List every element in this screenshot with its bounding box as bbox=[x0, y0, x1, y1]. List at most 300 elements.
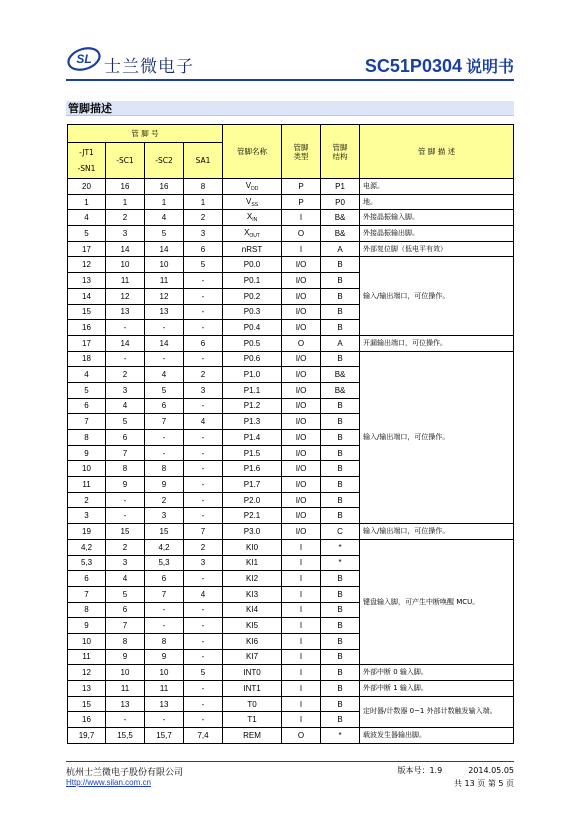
cell-pin-struct: B bbox=[321, 445, 360, 461]
cell-sa1: 6 bbox=[184, 241, 223, 257]
table-row bbox=[68, 257, 514, 273]
cell-pin-struct: B bbox=[321, 712, 360, 728]
cell-pin-struct: B bbox=[321, 633, 360, 649]
cell-sa1: - bbox=[184, 492, 223, 508]
pin-name-subscript: OUT bbox=[249, 232, 260, 239]
cell-pin-struct: B& bbox=[321, 210, 360, 226]
cell-sc1: 14 bbox=[106, 335, 145, 351]
pin-name-text: KI6 bbox=[246, 636, 259, 646]
cell-jt1: 16 bbox=[68, 712, 106, 728]
cell-sc2: 8 bbox=[145, 461, 184, 477]
cell-pin-name bbox=[223, 681, 282, 697]
cell-pin-struct: B bbox=[321, 618, 360, 634]
cell-sc2: 2 bbox=[145, 492, 184, 508]
cell-jt1: 6 bbox=[68, 398, 106, 414]
cell-pin-type: I/O bbox=[282, 414, 321, 430]
cell-pin-name bbox=[223, 241, 282, 257]
pin-name-text: P1.0 bbox=[243, 370, 261, 380]
cell-sc1: 6 bbox=[106, 430, 145, 446]
cell-sc2: 4 bbox=[145, 367, 184, 383]
cell-jt1: 8 bbox=[68, 430, 106, 446]
cell-pin-struct: B bbox=[321, 351, 360, 367]
cell-sc2: - bbox=[145, 430, 184, 446]
table-row bbox=[68, 194, 514, 210]
cell-sc2: 11 bbox=[145, 681, 184, 697]
header-pin-type: 管脚 类型 bbox=[282, 125, 321, 179]
cell-pin-name bbox=[223, 351, 282, 367]
cell-pin-name bbox=[223, 728, 282, 744]
pin-name-subscript: SS bbox=[251, 201, 259, 208]
cell-pin-type: I bbox=[282, 241, 321, 257]
cell-pin-struct: B bbox=[321, 508, 360, 524]
cell-jt1: 13 bbox=[68, 273, 106, 289]
cell-pin-struct: B bbox=[321, 586, 360, 602]
footer-version bbox=[397, 765, 514, 776]
pin-name-text: KI3 bbox=[246, 589, 259, 599]
cell-pin-type: I bbox=[282, 633, 321, 649]
cell-sa1: - bbox=[184, 430, 223, 446]
cell-jt1: 10 bbox=[68, 461, 106, 477]
pin-name-subscript: IN bbox=[252, 217, 258, 224]
cell-pin-name bbox=[223, 571, 282, 587]
cell-jt1: 4,2 bbox=[68, 539, 106, 555]
cell-pin-struct: P1 bbox=[321, 179, 360, 195]
cell-pin-struct: B bbox=[321, 492, 360, 508]
cell-sa1: - bbox=[184, 681, 223, 697]
cell-sc2: 7 bbox=[145, 414, 184, 430]
cell-pin-struct: * bbox=[321, 539, 360, 555]
cell-pin-name bbox=[223, 320, 282, 336]
version-number: 1.9 bbox=[429, 766, 443, 775]
cell-description: 外接晶振输入脚。 bbox=[360, 210, 514, 226]
cell-pin-name bbox=[223, 492, 282, 508]
cell-pin-type: I/O bbox=[282, 320, 321, 336]
header-sc1: -SC1 bbox=[106, 143, 145, 179]
cell-jt1: 11 bbox=[68, 649, 106, 665]
cell-sa1: 2 bbox=[184, 367, 223, 383]
cell-description: 输入/输出端口，可位操作。 bbox=[360, 351, 514, 524]
pin-name-text: P0.0 bbox=[243, 260, 261, 270]
cell-sc1: 5 bbox=[106, 586, 145, 602]
header-pin-number-group: 管 脚 号 bbox=[68, 125, 223, 143]
cell-jt1: 7 bbox=[68, 414, 106, 430]
cell-sc2: - bbox=[145, 320, 184, 336]
pin-name-text: KI2 bbox=[246, 574, 259, 584]
cell-pin-type: I bbox=[282, 602, 321, 618]
cell-sa1: - bbox=[184, 398, 223, 414]
version-label: 版本号： bbox=[397, 766, 430, 775]
table-row bbox=[68, 226, 514, 242]
cell-pin-type: I/O bbox=[282, 382, 321, 398]
cell-sc1: 2 bbox=[106, 367, 145, 383]
pin-name-text: V bbox=[245, 180, 252, 190]
cell-sc2: 12 bbox=[145, 288, 184, 304]
table-row bbox=[68, 728, 514, 744]
page-header bbox=[66, 46, 514, 82]
cell-sc2: - bbox=[145, 351, 184, 367]
pin-name-text: P0.1 bbox=[243, 275, 261, 285]
header-jt1-sn1: -JT1 -SN1 bbox=[68, 143, 106, 179]
cell-sc1: 11 bbox=[106, 273, 145, 289]
pin-name-text: V bbox=[246, 196, 252, 206]
cell-description: 电源。 bbox=[360, 179, 514, 195]
cell-pin-type: I bbox=[282, 696, 321, 712]
cell-sc1: 7 bbox=[106, 618, 145, 634]
cell-pin-type: I/O bbox=[282, 461, 321, 477]
pin-name-subscript: DD bbox=[251, 185, 259, 192]
cell-sa1: 3 bbox=[184, 226, 223, 242]
cell-pin-type: I/O bbox=[282, 492, 321, 508]
pin-name-text: P1.7 bbox=[243, 479, 261, 489]
cell-sa1: - bbox=[184, 461, 223, 477]
cell-sa1: 2 bbox=[184, 210, 223, 226]
cell-sc1: 14 bbox=[106, 241, 145, 257]
cell-sa1: 5 bbox=[184, 257, 223, 273]
cell-pin-struct: B& bbox=[321, 226, 360, 242]
cell-pin-type: I/O bbox=[282, 273, 321, 289]
cell-sc1: 7 bbox=[106, 445, 145, 461]
cell-jt1: 5,3 bbox=[68, 555, 106, 571]
cell-pin-name bbox=[223, 335, 282, 351]
cell-sc1: 11 bbox=[106, 681, 145, 697]
footer-url-link[interactable]: Http://www.silan.com.cn bbox=[66, 778, 151, 787]
cell-pin-type: I/O bbox=[282, 508, 321, 524]
cell-pin-type: O bbox=[282, 226, 321, 242]
cell-sc1: 2 bbox=[106, 210, 145, 226]
pin-name-text: P1.6 bbox=[243, 464, 261, 474]
cell-pin-type: I bbox=[282, 555, 321, 571]
footer-divider bbox=[66, 761, 514, 762]
cell-pin-type: I/O bbox=[282, 257, 321, 273]
cell-sa1: - bbox=[184, 477, 223, 493]
pin-name-text: INT1 bbox=[243, 683, 261, 693]
table-row bbox=[68, 696, 514, 712]
cell-pin-struct: B bbox=[321, 304, 360, 320]
cell-sa1: - bbox=[184, 712, 223, 728]
cell-jt1: 3 bbox=[68, 508, 106, 524]
cell-jt1: 9 bbox=[68, 445, 106, 461]
cell-sc2: 6 bbox=[145, 398, 184, 414]
cell-description: 开漏输出端口，可位操作。 bbox=[360, 335, 514, 351]
cell-sc1: 16 bbox=[106, 179, 145, 195]
cell-jt1: 1 bbox=[68, 194, 106, 210]
cell-pin-struct: A bbox=[321, 241, 360, 257]
cell-jt1: 4 bbox=[68, 210, 106, 226]
cell-pin-name bbox=[223, 288, 282, 304]
cell-pin-name bbox=[223, 696, 282, 712]
document-title bbox=[365, 54, 514, 77]
cell-sc2: 14 bbox=[145, 335, 184, 351]
pin-name-text: X bbox=[246, 212, 253, 222]
cell-pin-struct: A bbox=[321, 335, 360, 351]
cell-sa1: - bbox=[184, 351, 223, 367]
cell-sa1: 7,4 bbox=[184, 728, 223, 744]
cell-sc1: 15,5 bbox=[106, 728, 145, 744]
pin-name-text: P0.6 bbox=[243, 354, 261, 364]
cell-jt1: 12 bbox=[68, 665, 106, 681]
cell-jt1: 5 bbox=[68, 226, 106, 242]
cell-description: 外部中断 0 输入脚。 bbox=[360, 665, 514, 681]
cell-sa1: - bbox=[184, 304, 223, 320]
cell-sc1: - bbox=[106, 508, 145, 524]
cell-pin-name bbox=[223, 508, 282, 524]
cell-sc2: 3 bbox=[145, 508, 184, 524]
cell-pin-name bbox=[223, 461, 282, 477]
cell-sc2: 5,3 bbox=[145, 555, 184, 571]
cell-sa1: - bbox=[184, 508, 223, 524]
pin-description-table bbox=[67, 124, 514, 744]
header-pin-structure: 管脚 结构 bbox=[321, 125, 360, 179]
cell-pin-type: I bbox=[282, 539, 321, 555]
header-sa1: SA1 bbox=[184, 143, 223, 179]
cell-pin-name bbox=[223, 367, 282, 383]
cell-sc1: 8 bbox=[106, 461, 145, 477]
cell-pin-type: I/O bbox=[282, 398, 321, 414]
pin-name-text: P0.4 bbox=[243, 323, 261, 333]
company-name: 士兰微电子 bbox=[104, 57, 194, 77]
cell-pin-name bbox=[223, 273, 282, 289]
cell-pin-struct: C bbox=[321, 524, 360, 540]
pin-name-text: P3.0 bbox=[243, 526, 261, 536]
footer-company: 杭州士兰微电子股份有限公司 bbox=[66, 768, 184, 778]
cell-jt1: 18 bbox=[68, 351, 106, 367]
cell-jt1: 11 bbox=[68, 477, 106, 493]
section-header bbox=[66, 101, 514, 116]
cell-pin-name bbox=[223, 586, 282, 602]
cell-pin-struct: B bbox=[321, 320, 360, 336]
cell-sc1: 3 bbox=[106, 226, 145, 242]
cell-sc1: 5 bbox=[106, 414, 145, 430]
cell-pin-type: I bbox=[282, 649, 321, 665]
cell-jt1: 6 bbox=[68, 571, 106, 587]
pin-name-text: KI0 bbox=[246, 542, 259, 552]
cell-jt1: 13 bbox=[68, 681, 106, 697]
cell-pin-name bbox=[223, 618, 282, 634]
pin-name-text: P0.5 bbox=[243, 338, 261, 348]
pin-name-text: P0.2 bbox=[243, 291, 261, 301]
cell-sc2: 6 bbox=[145, 571, 184, 587]
header-sc2: -SC2 bbox=[145, 143, 184, 179]
header-pin-name: 管脚名称 bbox=[223, 125, 282, 179]
cell-sa1: - bbox=[184, 633, 223, 649]
header-divider bbox=[66, 79, 514, 81]
cell-pin-name bbox=[223, 304, 282, 320]
cell-pin-type: P bbox=[282, 179, 321, 195]
cell-sc1: 4 bbox=[106, 398, 145, 414]
cell-sc1: 10 bbox=[106, 257, 145, 273]
pin-name-text: P2.1 bbox=[243, 511, 261, 521]
cell-description: 定时器/计数器 0~1 外部计数触发输入端。 bbox=[360, 696, 514, 727]
cell-pin-name bbox=[223, 712, 282, 728]
cell-sa1: 5 bbox=[184, 665, 223, 681]
cell-sa1: 8 bbox=[184, 179, 223, 195]
cell-pin-struct: B bbox=[321, 602, 360, 618]
cell-jt1: 19 bbox=[68, 524, 106, 540]
cell-sa1: - bbox=[184, 696, 223, 712]
cell-description: 外接晶振输出脚。 bbox=[360, 226, 514, 242]
cell-sc2: 13 bbox=[145, 304, 184, 320]
cell-sc1: 13 bbox=[106, 696, 145, 712]
pin-name-text: INT0 bbox=[243, 668, 261, 678]
cell-jt1: 15 bbox=[68, 304, 106, 320]
cell-pin-type: I bbox=[282, 586, 321, 602]
cell-sc2: 10 bbox=[145, 257, 184, 273]
cell-pin-type: I bbox=[282, 665, 321, 681]
cell-pin-type: I/O bbox=[282, 288, 321, 304]
cell-pin-struct: B bbox=[321, 398, 360, 414]
cell-description: 地。 bbox=[360, 194, 514, 210]
cell-pin-struct: B bbox=[321, 430, 360, 446]
cell-sc2: 16 bbox=[145, 179, 184, 195]
cell-description: 外部复位脚（低电平有效） bbox=[360, 241, 514, 257]
table-row bbox=[68, 351, 514, 367]
cell-jt1: 5 bbox=[68, 382, 106, 398]
pin-name-text: X bbox=[244, 227, 250, 237]
pin-name-text: T1 bbox=[247, 715, 257, 725]
cell-sc2: 14 bbox=[145, 241, 184, 257]
cell-sc2: - bbox=[145, 618, 184, 634]
cell-pin-type: O bbox=[282, 335, 321, 351]
svg-text:SL: SL bbox=[76, 52, 92, 66]
table-row bbox=[68, 665, 514, 681]
table-row bbox=[68, 681, 514, 697]
pin-name-text: P2.0 bbox=[243, 495, 261, 505]
cell-sa1: - bbox=[184, 602, 223, 618]
cell-sc2: 8 bbox=[145, 633, 184, 649]
cell-sc1: 15 bbox=[106, 524, 145, 540]
cell-sc2: 11 bbox=[145, 273, 184, 289]
cell-pin-struct: B bbox=[321, 257, 360, 273]
cell-sc1: 1 bbox=[106, 194, 145, 210]
cell-pin-struct: B bbox=[321, 665, 360, 681]
cell-pin-struct: P0 bbox=[321, 194, 360, 210]
cell-pin-struct: B bbox=[321, 681, 360, 697]
cell-sc1: 3 bbox=[106, 382, 145, 398]
cell-sa1: - bbox=[184, 320, 223, 336]
cell-jt1: 16 bbox=[68, 320, 106, 336]
cell-sc2: 15 bbox=[145, 524, 184, 540]
cell-sc2: 4 bbox=[145, 210, 184, 226]
cell-pin-name bbox=[223, 555, 282, 571]
cell-sa1: 4 bbox=[184, 414, 223, 430]
cell-jt1: 8 bbox=[68, 602, 106, 618]
header-description: 管 脚 描 述 bbox=[360, 125, 514, 179]
cell-sa1: 1 bbox=[184, 194, 223, 210]
silan-logo-icon bbox=[66, 46, 102, 72]
cell-pin-name bbox=[223, 602, 282, 618]
table-row bbox=[68, 335, 514, 351]
cell-pin-struct: B bbox=[321, 477, 360, 493]
cell-pin-struct: B& bbox=[321, 382, 360, 398]
cell-sa1: - bbox=[184, 288, 223, 304]
footer-page-info: 共 13 页 第 5 页 bbox=[454, 779, 514, 788]
cell-pin-struct: B bbox=[321, 273, 360, 289]
cell-pin-name bbox=[223, 179, 282, 195]
cell-sc1: 13 bbox=[106, 304, 145, 320]
cell-sc1: - bbox=[106, 712, 145, 728]
cell-pin-name bbox=[223, 649, 282, 665]
pin-name-text: P0.3 bbox=[243, 307, 261, 317]
cell-pin-type: P bbox=[282, 194, 321, 210]
cell-pin-type: I/O bbox=[282, 304, 321, 320]
cell-pin-type: I/O bbox=[282, 430, 321, 446]
cell-pin-name bbox=[223, 414, 282, 430]
cell-jt1: 14 bbox=[68, 288, 106, 304]
pin-name-text: REM bbox=[243, 730, 261, 740]
cell-jt1: 10 bbox=[68, 633, 106, 649]
cell-sa1: 3 bbox=[184, 555, 223, 571]
cell-pin-name bbox=[223, 398, 282, 414]
cell-sc1: 6 bbox=[106, 602, 145, 618]
cell-sc2: 7 bbox=[145, 586, 184, 602]
cell-pin-struct: B& bbox=[321, 367, 360, 383]
pin-name-text: P1.2 bbox=[243, 401, 261, 411]
cell-sa1: - bbox=[184, 273, 223, 289]
cell-sc2: 5 bbox=[145, 382, 184, 398]
doc-id: SC51P0304 bbox=[364, 56, 462, 76]
cell-sa1: 6 bbox=[184, 335, 223, 351]
cell-pin-type: O bbox=[282, 728, 321, 744]
cell-sc1: - bbox=[106, 320, 145, 336]
cell-jt1: 19,7 bbox=[68, 728, 106, 744]
cell-pin-type: I bbox=[282, 681, 321, 697]
pin-table-body bbox=[68, 179, 514, 744]
cell-pin-name bbox=[223, 382, 282, 398]
cell-pin-struct: B bbox=[321, 571, 360, 587]
cell-sc2: 9 bbox=[145, 649, 184, 665]
version-date: 2014.05.05 bbox=[468, 766, 514, 775]
cell-sc1: 9 bbox=[106, 477, 145, 493]
cell-jt1: 4 bbox=[68, 367, 106, 383]
cell-pin-type: I/O bbox=[282, 367, 321, 383]
cell-pin-name bbox=[223, 477, 282, 493]
pin-name-text: T0 bbox=[247, 699, 257, 709]
cell-pin-type: I bbox=[282, 712, 321, 728]
cell-sc2: 4,2 bbox=[145, 539, 184, 555]
pin-name-text: nRST bbox=[241, 244, 263, 254]
cell-sc1: 2 bbox=[106, 539, 145, 555]
cell-description: 输入/输出端口，可位操作。 bbox=[360, 524, 514, 540]
cell-pin-name bbox=[223, 210, 282, 226]
cell-sc2: - bbox=[145, 712, 184, 728]
cell-pin-name bbox=[223, 633, 282, 649]
pin-name-text: P1.3 bbox=[243, 417, 261, 427]
pin-name-text: KI4 bbox=[246, 605, 259, 615]
cell-sc2: 1 bbox=[145, 194, 184, 210]
cell-jt1: 12 bbox=[68, 257, 106, 273]
cell-sa1: 7 bbox=[184, 524, 223, 540]
cell-jt1: 15 bbox=[68, 696, 106, 712]
cell-sc1: 4 bbox=[106, 571, 145, 587]
cell-jt1: 17 bbox=[68, 241, 106, 257]
cell-sc2: 5 bbox=[145, 226, 184, 242]
table-row bbox=[68, 179, 514, 195]
cell-pin-struct: * bbox=[321, 728, 360, 744]
cell-pin-type: I/O bbox=[282, 524, 321, 540]
pin-name-text: P1.1 bbox=[243, 385, 261, 395]
cell-sc2: 15,7 bbox=[145, 728, 184, 744]
pin-name-text: P1.5 bbox=[243, 448, 261, 458]
cell-sc1: 8 bbox=[106, 633, 145, 649]
cell-pin-name bbox=[223, 445, 282, 461]
cell-pin-name bbox=[223, 524, 282, 540]
cell-sc2: 10 bbox=[145, 665, 184, 681]
cell-sa1: - bbox=[184, 649, 223, 665]
cell-pin-struct: B bbox=[321, 461, 360, 477]
cell-sc1: - bbox=[106, 351, 145, 367]
pin-name-text: KI1 bbox=[246, 558, 259, 568]
cell-pin-name bbox=[223, 257, 282, 273]
